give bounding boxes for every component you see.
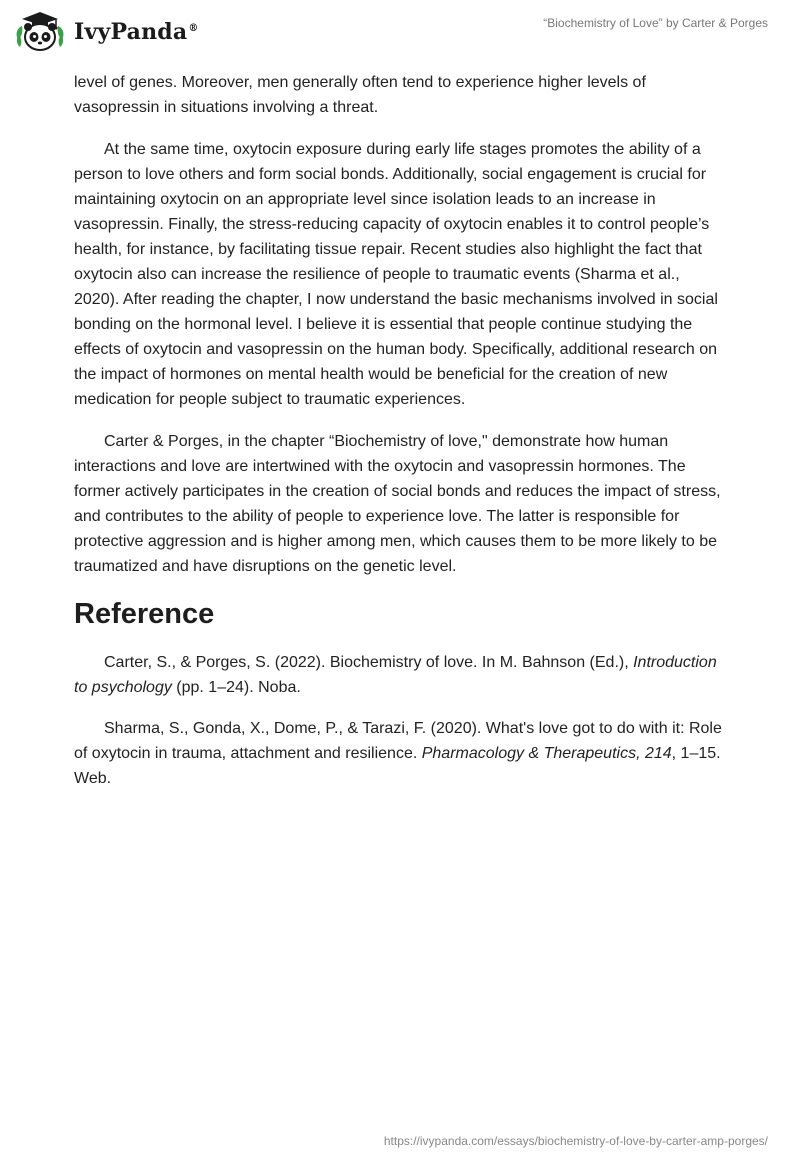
reference-text: Carter, S., & Porges, S. (2022). Biochemistry of love. In M. Bahnson (Ed.), — [104, 654, 634, 671]
source-url[interactable]: https://ivypanda.com/essays/biochemistry-of-love-by-carter-amp-porges/ — [383, 1134, 768, 1148]
reference-source-title: Introduction to psychology — [74, 654, 717, 696]
registered-mark: ® — [188, 22, 199, 34]
brand-name: IvyPanda® — [74, 19, 199, 45]
reference-list — [74, 650, 724, 791]
references-heading: Reference — [74, 598, 215, 630]
reference-text: , 1–15. Web. — [74, 745, 721, 787]
reference-item — [74, 716, 724, 791]
reference-source-title: Pharmacology & Therapeutics, 214 — [421, 745, 672, 762]
body-paragraph: level of genes. Moreover, men generally often tend to experience higher levels of vasopressin in situations involving a threat. — [74, 74, 646, 116]
reference-text: Sharma, S., Gonda, X., Dome, P., & Tarazi, F. (2020). What's love got to do with it: Role of oxytocin in trauma, attachment and resilience. — [74, 720, 722, 762]
panda-graduate-icon — [14, 10, 66, 54]
reference-text: (pp. 1–24). Noba. — [171, 679, 301, 696]
body-paragraph: Carter & Porges, in the chapter “Biochemistry of love," demonstrate how human interactions and love are intertwined with the oxytocin and vasopressin hormones. The former actively participates in the creation of social bonds and reduces the impact of stress, and contributes to the ability of people to experience love. The latter is responsible for protective aggression and is higher among men, which causes them to be more likely to be traumatized and have disruptions on the genetic level. — [74, 433, 721, 575]
essay-content — [74, 70, 724, 807]
body-paragraph: At the same time, oxytocin exposure during early life stages promotes the ability of a person to love others and form social bonds. Additionally, social engagement is crucial for maintaining oxytocin on an appropriate level since isolation leads to an increase in vasopressin. Finally, the stress-reducing capacity of oxytocin enables it to control people’s health, for instance, by facilitating tissue repair. Recent studies also highlight the fact that oxytocin also can increase the resilience of people to traumatic events (Sharma et al., 2020). After reading the chapter, I now understand the basic mechanisms involved in social bonding on the hormonal level. I believe it is essential that people continue studying the effects of oxytocin and vasopressin on the human body. Specifically, additional research on the impact of hormones on mental health would be beneficial for the creation of new medication for people subject to traumatic experiences. — [74, 141, 718, 408]
ivypanda-logo[interactable] — [14, 10, 199, 54]
page-header — [0, 0, 800, 64]
reference-item — [74, 650, 724, 700]
document-title: “Biochemistry of Love” by Carter & Porges — [543, 16, 768, 30]
